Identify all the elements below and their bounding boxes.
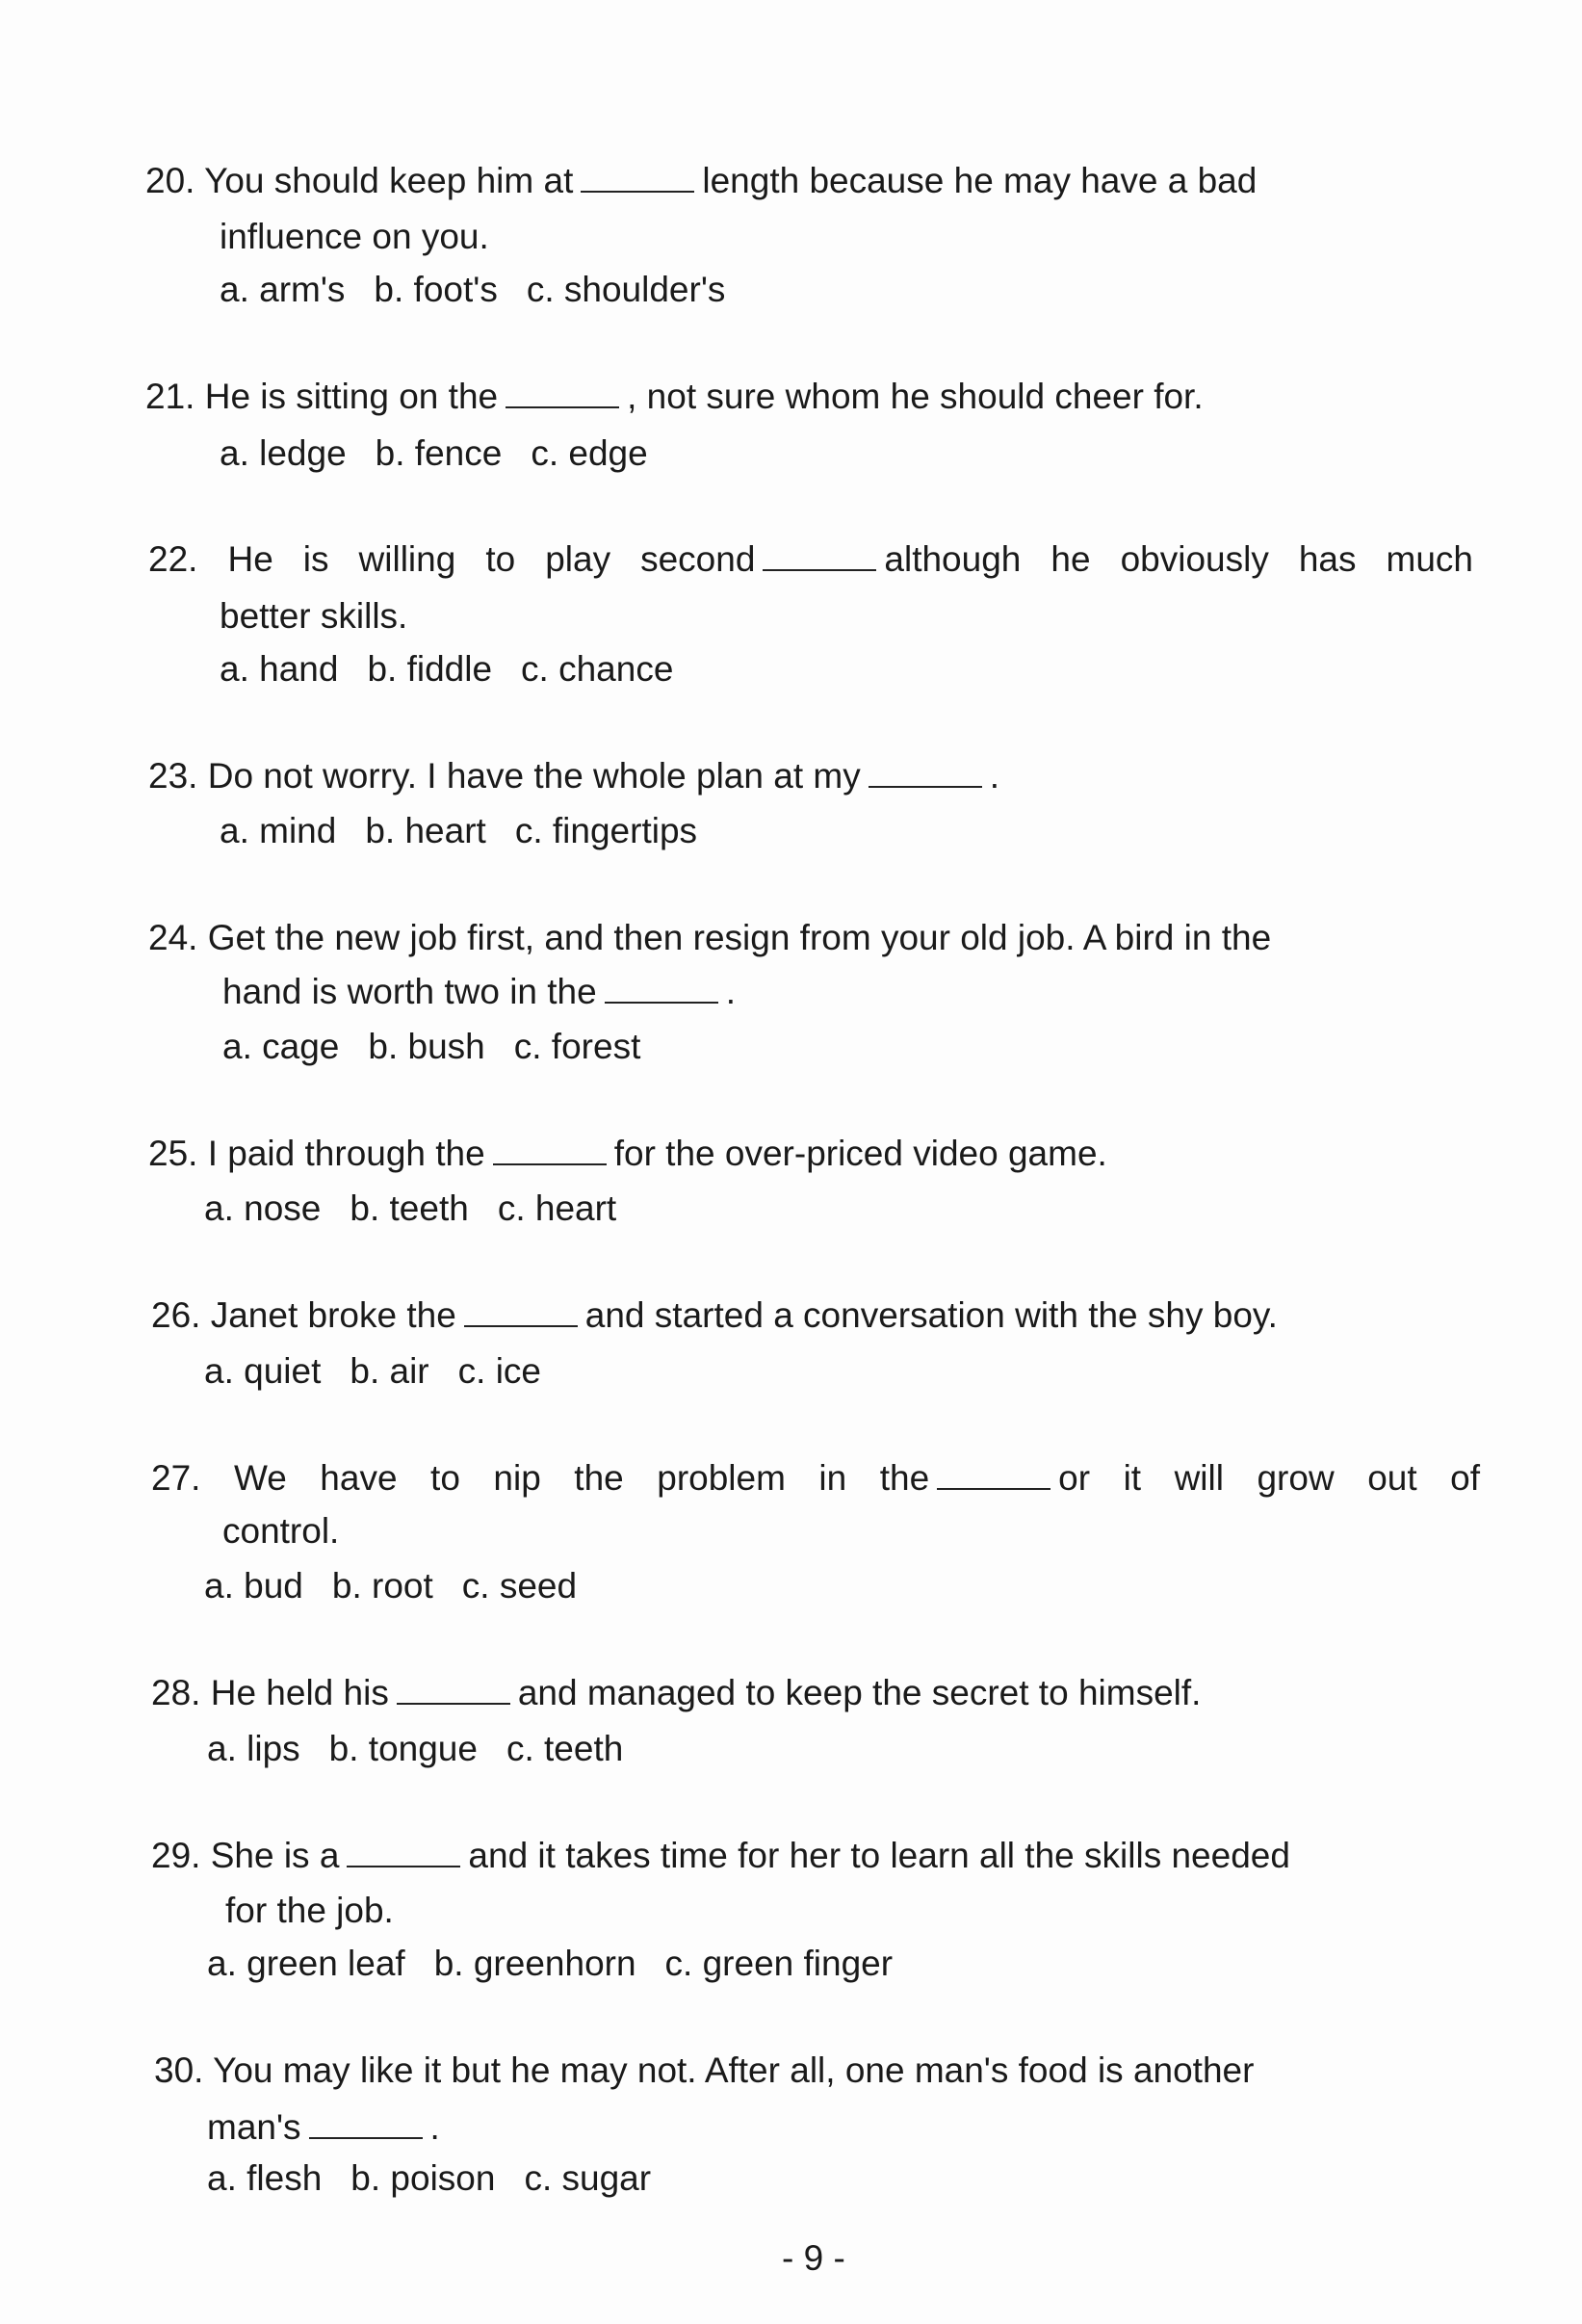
- answer-option: c. edge: [531, 433, 648, 473]
- answer-blank: [309, 2108, 423, 2139]
- answer-option: c. ice: [457, 1351, 541, 1391]
- question-text-after: and it takes time for her to learn all the skills needed: [468, 1836, 1290, 1875]
- answer-option: c. green finger: [664, 1944, 894, 1983]
- question-text-before: You should keep him at: [204, 161, 574, 200]
- answer-option: a. nose: [204, 1188, 322, 1228]
- question-text-before: She is a: [210, 1836, 340, 1875]
- question-continuation: [222, 971, 736, 1013]
- answer-option: a. lips: [207, 1729, 300, 1768]
- answer-option: a. green leaf: [207, 1944, 405, 1983]
- answer-option: a. cage: [222, 1027, 340, 1066]
- question-text-before: He is sitting on the: [204, 377, 499, 416]
- question-text: influence on you.: [220, 217, 489, 256]
- answer-option: b. heart: [365, 811, 486, 850]
- question-text-after: .: [429, 2107, 440, 2147]
- answer-options: [220, 432, 677, 475]
- answer-options: [204, 1350, 570, 1393]
- question-text: control.: [222, 1511, 340, 1551]
- answer-blank: [869, 757, 982, 788]
- answer-option: a. ledge: [220, 433, 347, 473]
- answer-option: b. air: [350, 1351, 429, 1391]
- question-number: 26.: [151, 1295, 201, 1335]
- question-number: 25.: [148, 1134, 198, 1173]
- answer-option: c. shoulder's: [526, 270, 726, 309]
- page-number: - 9 -: [782, 2238, 845, 2278]
- answer-option: c. heart: [497, 1188, 617, 1228]
- answer-option: a. quiet: [204, 1351, 322, 1391]
- question-21-stem: [145, 376, 1204, 418]
- question-text: Get the new job first, and then resign from your old job. A bird in the: [207, 918, 1272, 957]
- answer-blank: [937, 1459, 1050, 1490]
- question-text-before: man's: [207, 2107, 301, 2147]
- answer-options: [220, 269, 754, 311]
- answer-options: [204, 1565, 606, 1607]
- answer-option: b. bush: [368, 1027, 485, 1066]
- answer-options: [220, 810, 726, 852]
- question-text-before: We have to nip the problem in the: [233, 1458, 930, 1498]
- answer-option: c. forest: [513, 1027, 641, 1066]
- answer-option: c. fingertips: [514, 811, 698, 850]
- answer-blank: [506, 378, 619, 408]
- question-30-stem: [154, 2050, 1254, 2092]
- question-28-stem: [151, 1672, 1201, 1714]
- question-text-before: He held his: [210, 1673, 389, 1712]
- answer-option: b. poison: [350, 2158, 496, 2198]
- question-number: 30.: [154, 2050, 204, 2090]
- question-text-after: length because he may have a bad: [702, 161, 1258, 200]
- question-text-before: hand is worth two in the: [222, 972, 597, 1011]
- answer-blank: [397, 1674, 510, 1705]
- question-number: 20.: [145, 161, 195, 200]
- question-20-stem: [145, 160, 1257, 202]
- question-24-stem: [148, 917, 1271, 959]
- question-number: 29.: [151, 1836, 201, 1875]
- answer-options: [207, 1728, 652, 1770]
- question-text-after: or it will grow out of: [1058, 1458, 1480, 1498]
- answer-options: [204, 1188, 645, 1230]
- answer-option: b. teeth: [350, 1188, 469, 1228]
- question-continuation: [207, 2106, 440, 2149]
- answer-option: b. fence: [375, 433, 503, 473]
- question-text-before: Do not worry. I have the whole plan at my: [207, 756, 861, 796]
- answer-option: a. mind: [220, 811, 337, 850]
- answer-option: c. chance: [521, 649, 674, 689]
- question-text-after: , not sure whom he should cheer for.: [627, 377, 1204, 416]
- answer-option: a. flesh: [207, 2158, 323, 2198]
- question-22-stem: [148, 538, 1473, 581]
- answer-option: a. arm's: [220, 270, 346, 309]
- answer-option: c. seed: [461, 1566, 578, 1606]
- question-continuation: [220, 216, 489, 258]
- answer-blank: [605, 973, 718, 1004]
- question-text-after: and managed to keep the secret to himself.: [517, 1673, 1202, 1712]
- answer-options: [207, 2157, 680, 2200]
- question-text: better skills.: [220, 596, 408, 636]
- question-23-stem: [148, 755, 999, 797]
- question-29-stem: [151, 1835, 1290, 1877]
- answer-options: [207, 1943, 921, 1985]
- question-number: 21.: [145, 377, 195, 416]
- question-number: 23.: [148, 756, 198, 796]
- question-number: 24.: [148, 918, 198, 957]
- question-continuation: [225, 1890, 394, 1932]
- question-text-before: I paid through the: [207, 1134, 485, 1173]
- answer-options: [222, 1026, 669, 1068]
- answer-option: a. hand: [220, 649, 339, 689]
- question-text-after: .: [725, 972, 736, 1011]
- answer-option: b. root: [331, 1566, 433, 1606]
- answer-blank: [581, 162, 694, 193]
- answer-option: a. bud: [204, 1566, 303, 1606]
- question-number: 27.: [151, 1458, 201, 1498]
- question-continuation: [220, 595, 407, 638]
- question-text-before: Janet broke the: [210, 1295, 456, 1335]
- question-27-stem: [151, 1457, 1480, 1500]
- answer-option: c. sugar: [524, 2158, 652, 2198]
- question-text-after: although he obviously has much: [884, 539, 1474, 579]
- question-text: You may like it but he may not. After all, one man's food is another: [213, 2050, 1255, 2090]
- question-continuation: [222, 1510, 339, 1553]
- answer-option: c. teeth: [506, 1729, 624, 1768]
- answer-blank: [493, 1135, 607, 1165]
- question-text-after: .: [989, 756, 999, 796]
- answer-blank: [347, 1837, 460, 1867]
- answer-blank: [464, 1296, 578, 1327]
- question-number: 22.: [148, 539, 198, 579]
- answer-option: b. greenhorn: [433, 1944, 636, 1983]
- answer-option: b. fiddle: [367, 649, 493, 689]
- question-text-after: for the over-priced video game.: [613, 1134, 1107, 1173]
- question-number: 28.: [151, 1673, 201, 1712]
- question-26-stem: [151, 1294, 1278, 1337]
- answer-blank: [763, 540, 876, 571]
- answer-option: b. tongue: [328, 1729, 478, 1768]
- answer-option: b. foot's: [374, 270, 498, 309]
- question-text: for the job.: [225, 1891, 394, 1930]
- answer-options: [220, 648, 702, 691]
- question-25-stem: [148, 1133, 1107, 1175]
- question-text-before: He is willing to play second: [227, 539, 756, 579]
- question-text-after: and started a conversation with the shy boy.: [584, 1295, 1278, 1335]
